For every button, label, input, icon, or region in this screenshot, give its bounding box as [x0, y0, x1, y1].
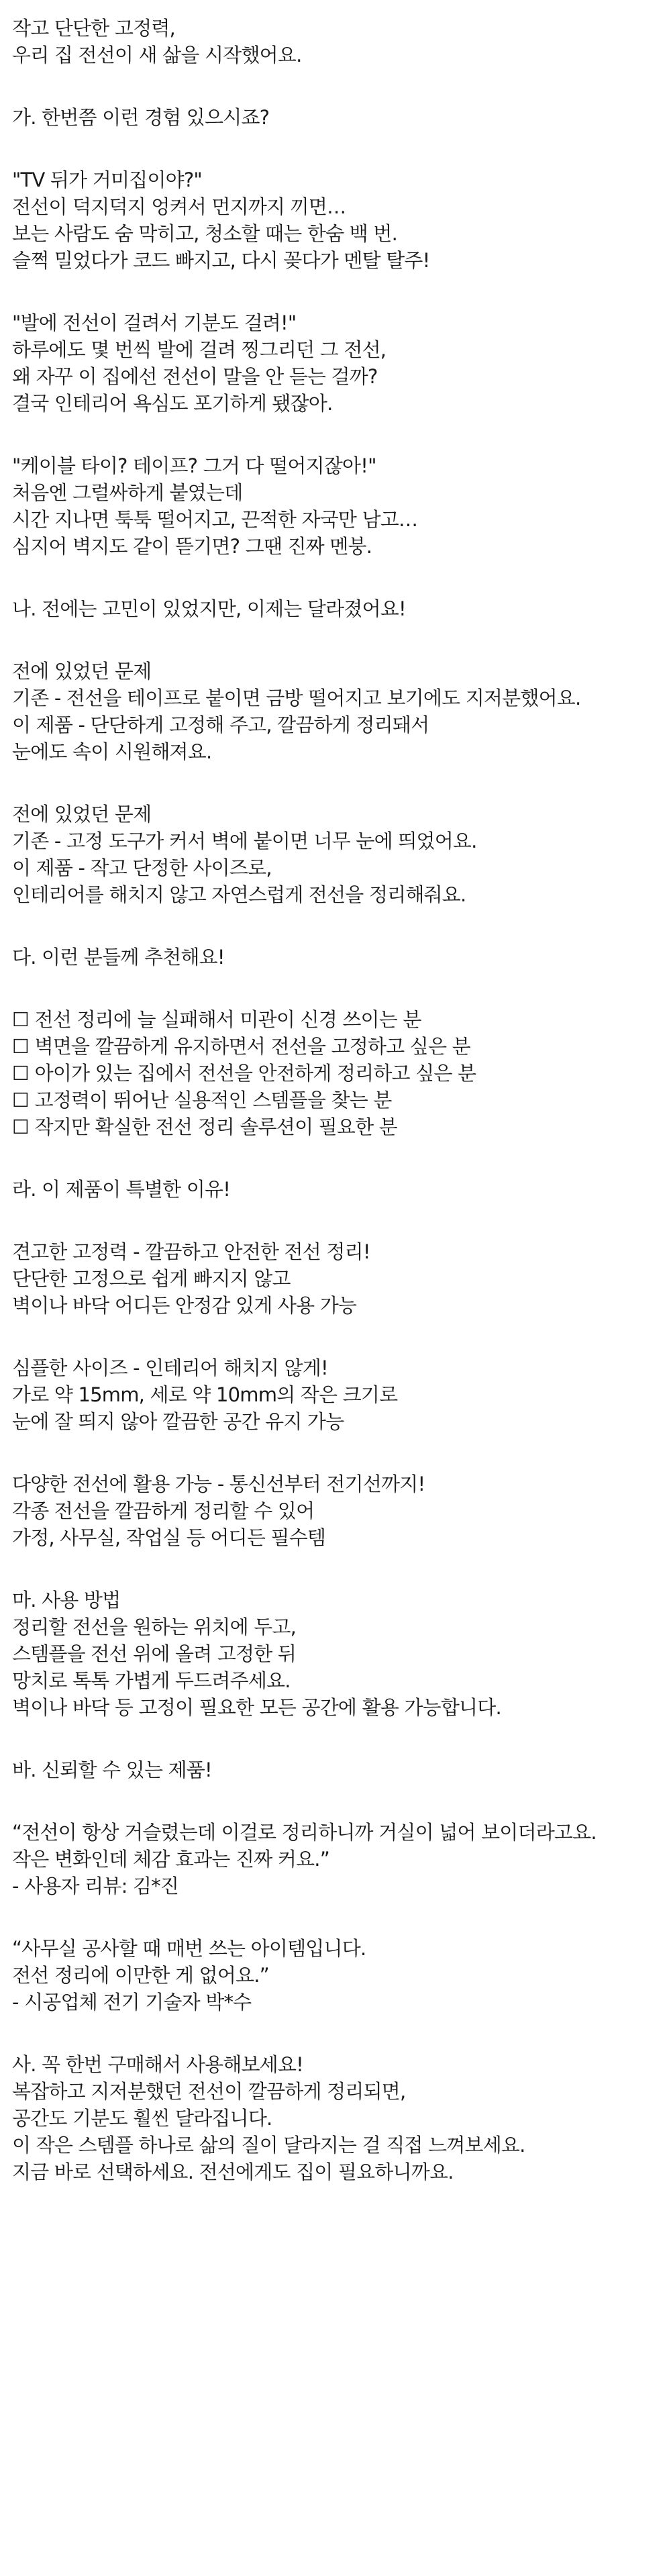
text-line: 결국 인테리어 욕심도 포기하게 됐잖아.: [12, 392, 333, 415]
text-line: 눈에 잘 띄지 않아 깔끔한 공간 유지 가능: [12, 1410, 344, 1433]
text-line: 작은 변화인데 체감 효과는 진짜 커요.”: [12, 1848, 329, 1871]
text-line: 단단한 고정으로 쉽게 빠지지 않고: [12, 1267, 291, 1290]
paragraph-before-after-1: [12, 658, 671, 765]
text-line: 기존 - 고정 도구가 커서 벽에 붙이면 너무 눈에 띄었어요.: [12, 830, 477, 852]
text-line: - 사용자 리뷰: 김*진: [12, 1875, 179, 1897]
text-line: 지금 바로 선택하세요. 전선에게도 집이 필요하니까요.: [12, 2161, 454, 2183]
text-line: "케이블 타이? 테이프? 그거 다 떨어지잖아!": [12, 454, 376, 477]
text-line: “전선이 항상 거슬렸는데 이걸로 정리하니까 거실이 넓어 보이더라고요.: [12, 1821, 597, 1844]
text-line: 다양한 전선에 활용 가능 - 통신선부터 전기선까지!: [12, 1473, 425, 1495]
text-line: ☐ 고정력이 뛰어난 실용적인 스템플을 찾는 분: [12, 1089, 392, 1111]
text-line: ☐ 벽면을 깔끔하게 유지하면서 전선을 고정하고 싶은 분: [12, 1035, 470, 1058]
text-line: 보는 사람도 숨 막히고, 청소할 때는 한숨 백 번.: [12, 222, 398, 245]
text-line: 나. 전에는 고민이 있었지만, 이제는 달라졌어요!: [12, 597, 406, 620]
text-line: 복잡하고 지저분했던 전선이 깔끔하게 정리되면,: [12, 2080, 406, 2103]
text-line: 가정, 사무실, 작업실 등 어디든 필수템: [12, 1526, 326, 1549]
text-line: 각종 전선을 깔끔하게 정리할 수 있어: [12, 1499, 315, 1522]
paragraph-intro: [12, 15, 671, 68]
text-line: 라. 이 제품이 특별한 이유!: [12, 1178, 231, 1201]
text-line: 전선 정리에 이만한 게 없어요.”: [12, 1964, 269, 1987]
text-line: 인테리어를 해치지 않고 자연스럽게 전선을 정리해줘요.: [12, 883, 466, 906]
text-line: 공간도 기분도 훨씬 달라집니다.: [12, 2107, 272, 2130]
text-line: 바. 신뢰할 수 있는 제품!: [12, 1758, 212, 1781]
text-line: ☐ 아이가 있는 집에서 전선을 안전하게 정리하고 싶은 분: [12, 1062, 476, 1085]
paragraph-section-ra-heading: [12, 1176, 671, 1203]
text-line: - 시공업체 전기 기술자 박*수: [12, 1991, 252, 2014]
paragraph-problem-tie: [12, 452, 671, 560]
text-line: 마. 사용 방법: [12, 1589, 121, 1612]
text-line: 하루에도 몇 번씩 발에 걸려 찡그리던 그 전선,: [12, 338, 386, 361]
paragraph-feature-grip: [12, 1238, 671, 1319]
text-line: 전선이 덕지덕지 엉켜서 먼지까지 끼면…: [12, 195, 346, 218]
text-line: 심플한 사이즈 - 인테리어 해치지 않게!: [12, 1356, 328, 1379]
text-line: 심지어 벽지도 같이 뜯기면? 그땐 진짜 멘붕.: [12, 535, 372, 558]
paragraph-recommend-checklist: [12, 1006, 671, 1140]
text-line: ☐ 작지만 확실한 전선 정리 솔루션이 필요한 분: [12, 1116, 397, 1138]
text-line: 이 제품 - 작고 단정한 사이즈로,: [12, 856, 272, 879]
paragraph-feature-size: [12, 1354, 671, 1435]
text-line: 슬쩍 밀었다가 코드 빠지고, 다시 꽂다가 멘탈 탈주!: [12, 249, 430, 272]
text-line: 가로 약 15mm, 세로 약 10mm의 작은 크기로: [12, 1383, 398, 1406]
paragraph-section-ga-heading: [12, 104, 671, 131]
text-line: 다. 이런 분들께 추천해요!: [12, 946, 225, 969]
paragraph-section-ba-heading: [12, 1756, 671, 1783]
paragraph-before-after-2: [12, 801, 671, 908]
paragraph-problem-trip: [12, 309, 671, 417]
text-line: 왜 자꾸 이 집에선 전선이 말을 안 듣는 걸까?: [12, 365, 378, 388]
text-line: 시간 지나면 툭툭 떨어지고, 끈적한 자국만 남고…: [12, 508, 418, 531]
text-line: 망치로 톡톡 가볍게 두드려주세요.: [12, 1669, 291, 1692]
paragraph-section-sa-closing: [12, 2051, 671, 2185]
text-line: 견고한 고정력 - 깔끔하고 안전한 전선 정리!: [12, 1240, 370, 1263]
text-line: "발에 전선이 걸려서 기분도 걸려!": [12, 311, 297, 334]
text-line: 우리 집 전선이 새 삶을 시작했어요.: [12, 44, 302, 66]
text-line: 작고 단단한 고정력,: [12, 17, 175, 40]
text-line: 벽이나 바닥 등 고정이 필요한 모든 공간에 활용 가능합니다.: [12, 1696, 501, 1719]
paragraph-review-1: [12, 1819, 671, 1899]
text-line: 스템플을 전선 위에 올려 고정한 뒤: [12, 1642, 297, 1665]
paragraph-problem-tv: [12, 166, 671, 274]
text-line: 전에 있었던 문제: [12, 660, 152, 683]
text-line: 이 제품 - 단단하게 고정해 주고, 깔끔하게 정리돼서: [12, 713, 429, 736]
text-line: 처음엔 그럴싸하게 붙였는데: [12, 481, 243, 504]
paragraph-section-na-heading: [12, 595, 671, 622]
text-line: 벽이나 바닥 어디든 안정감 있게 사용 가능: [12, 1294, 357, 1317]
paragraph-review-2: [12, 1935, 671, 2016]
text-line: “사무실 공사할 때 매번 쓰는 아이템입니다.: [12, 1937, 366, 1960]
text-line: 눈에도 속이 시원해져요.: [12, 740, 212, 763]
text-line: 기존 - 전선을 테이프로 붙이면 금방 떨어지고 보기에도 지저분했어요.: [12, 687, 581, 709]
text-line: 사. 꼭 한번 구매해서 사용해보세요!: [12, 2053, 303, 2076]
text-line: 전에 있었던 문제: [12, 803, 152, 826]
text-line: 가. 한번쯤 이런 경험 있으시죠?: [12, 106, 270, 129]
paragraph-section-ma-usage: [12, 1587, 671, 1721]
text-line: ☐ 전선 정리에 늘 실패해서 미관이 신경 쓰이는 분: [12, 1008, 421, 1031]
text-line: 이 작은 스템플 하나로 삶의 질이 달라지는 걸 직접 느껴보세요.: [12, 2134, 525, 2157]
text-line: "TV 뒤가 거미집이야?": [12, 168, 202, 191]
paragraph-section-da-heading: [12, 944, 671, 971]
text-line: 정리할 전선을 원하는 위치에 두고,: [12, 1616, 297, 1638]
paragraph-feature-versatile: [12, 1471, 671, 1551]
